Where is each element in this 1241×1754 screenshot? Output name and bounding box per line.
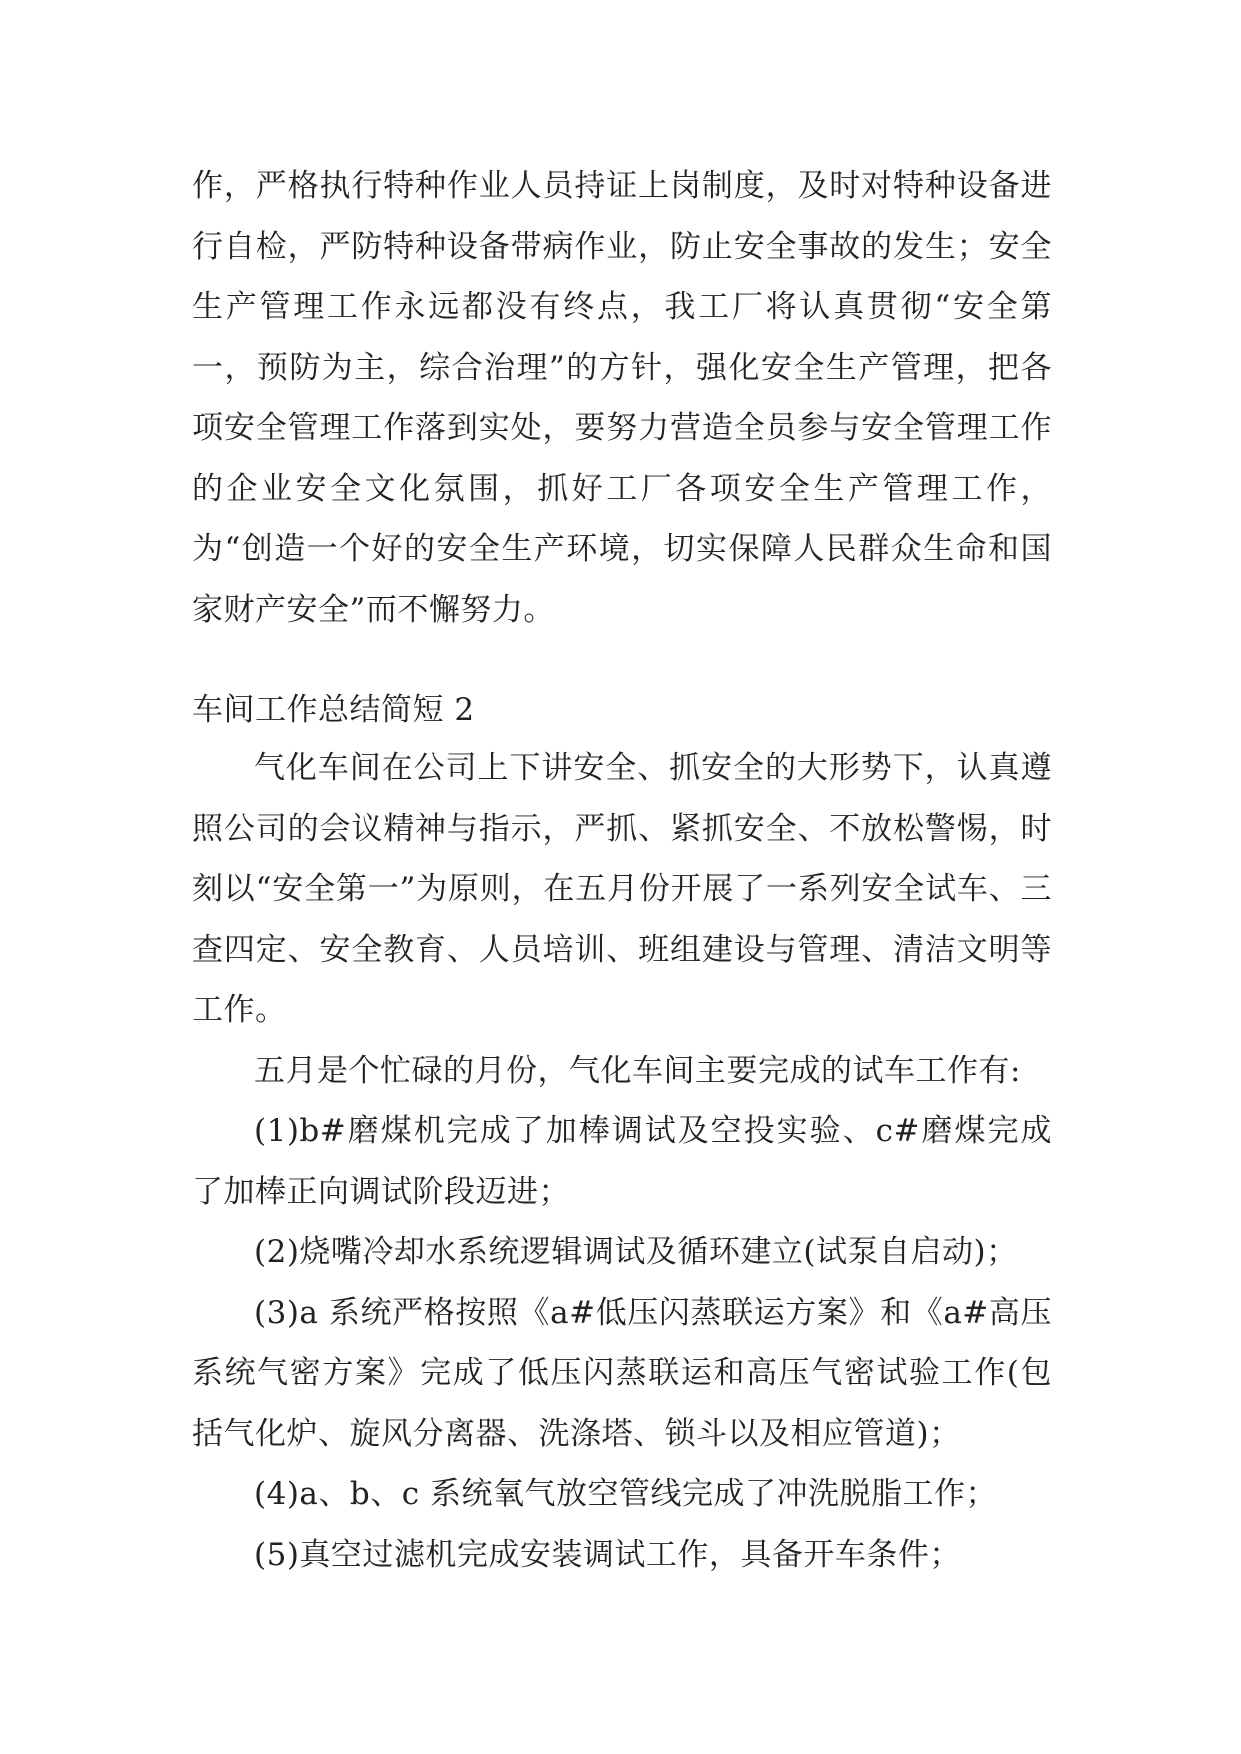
list-item: (3)a 系统严格按照《a#低压闪蒸联运方案》和《a#高压系统气密方案》完成了低压闪蒸联运和高压气密试验工作(包括气化炉、旋风分离器、洗涤塔、锁斗以及相应管道)； xyxy=(192,1294,1052,1452)
list-item: (1)b#磨煤机完成了加棒调试及空投实验、c#磨煤完成了加棒正向调试阶段迈进； xyxy=(192,1113,1052,1210)
body-paragraph: 五月是个忙碌的月份，气化车间主要完成的试车工作有: xyxy=(254,1052,1021,1089)
list-item: (4)a、b、c 系统氧气放空管线完成了冲洗脱脂工作； xyxy=(254,1476,997,1512)
list-item: (5)真空过滤机完成安装调试工作，具备开车条件； xyxy=(254,1536,961,1573)
continuation-section xyxy=(192,156,1052,640)
section-body xyxy=(192,738,1052,1585)
section-heading: 车间工作总结简短 2 xyxy=(192,692,475,728)
body-paragraph: 气化车间在公司上下讲安全、抓安全的大形势下，认真遵照公司的会议精神与指示，严抓、紧抓安全、不放松警惕，时刻以“安全第一”为原则，在五月份开展了一系列安全试车、三查四定、安全教育、人员培训、班组建设与管理、清洁文明等工作。 xyxy=(192,750,1052,1028)
list-item: (2)烧嘴冷却水系统逻辑调试及循环建立(试泵自启动)； xyxy=(254,1234,1018,1270)
continuation-paragraph: 作，严格执行特种作业人员持证上岗制度，及时对特种设备进行自检，严防特种设备带病作业，防止安全事故的发生；安全生产管理工作永远都没有终点，我工厂将认真贯彻“安全第一，预防为主，综合治理”的方针，强化安全生产管理，把各项安全管理工作落到实处，要努力营造全员参与安全管理工作的企业安全文化氛围，抓好工厂各项安全生产管理工作，为“创造一个好的安全生产环境，切实保障人民群众生命和国家财产安全”而不懈努力。 xyxy=(192,168,1052,628)
